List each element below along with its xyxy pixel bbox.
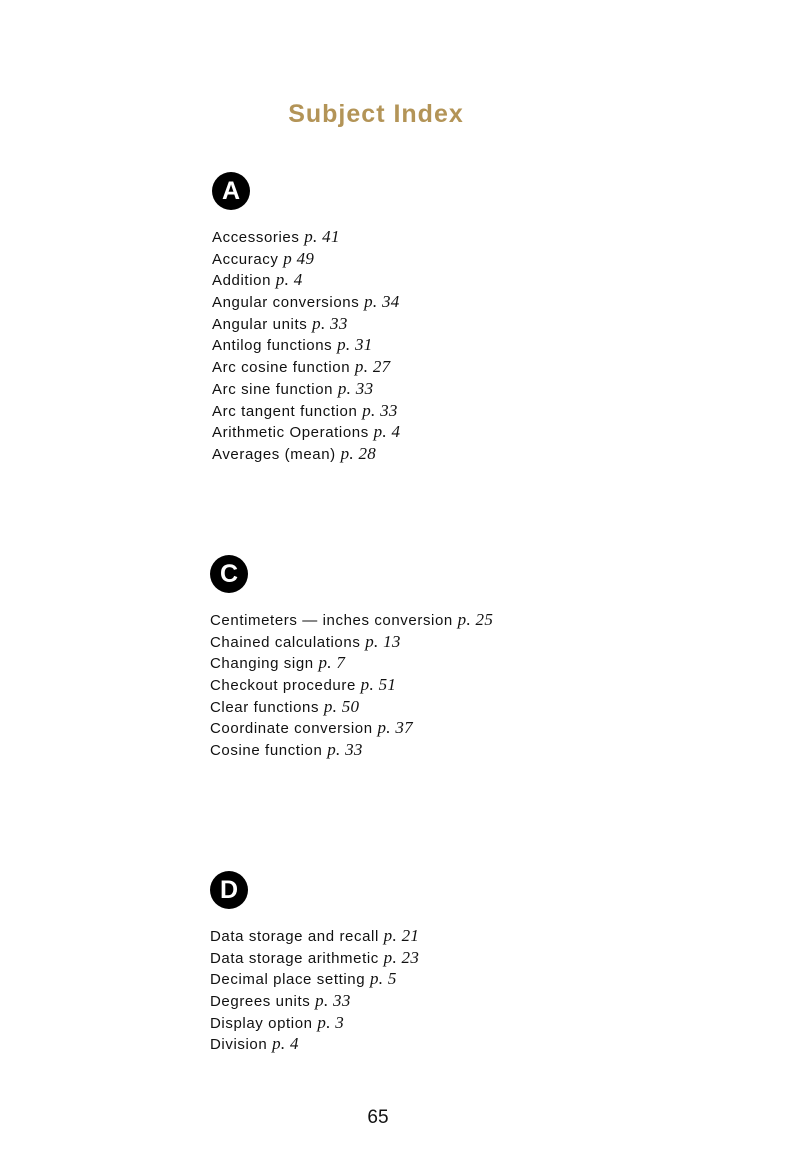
index-entry <box>212 313 400 335</box>
entry-term: Data storage arithmetic <box>210 949 379 967</box>
entry-page-ref: p. 51 <box>360 675 397 695</box>
entry-term: Division <box>210 1036 268 1054</box>
index-entry <box>210 968 419 990</box>
entry-term: Coordinate conversion <box>210 720 373 738</box>
entry-term: Averages (mean) <box>212 445 336 463</box>
index-entry <box>210 652 493 674</box>
entry-page-ref: p. 41 <box>304 227 340 246</box>
entry-term: Chained calculations <box>210 633 361 651</box>
index-entry <box>212 356 400 378</box>
entry-term: Accessories <box>212 229 300 246</box>
entry-list-c <box>210 609 493 761</box>
index-section-d <box>210 871 419 1055</box>
index-entry <box>210 696 493 718</box>
index-entry <box>210 925 419 947</box>
page-number: 65 <box>367 1107 389 1128</box>
entry-term: Clear functions <box>210 698 320 716</box>
entry-term: Addition <box>212 272 272 290</box>
index-entry <box>212 248 400 270</box>
index-entry <box>210 739 493 761</box>
index-section-c <box>210 555 493 761</box>
entry-page-ref: p. 33 <box>327 740 363 760</box>
entry-page-ref: p. 33 <box>362 400 398 420</box>
index-entry <box>212 400 400 422</box>
entry-page-ref: p. 4 <box>373 422 401 442</box>
index-entry <box>212 378 400 400</box>
index-entry <box>210 947 419 969</box>
entry-term: Decimal place setting <box>210 971 366 989</box>
entry-term: Accuracy <box>212 250 279 268</box>
entry-term: Cosine function <box>210 742 323 760</box>
entry-page-ref: p. 25 <box>457 610 494 629</box>
entry-term: Checkout procedure <box>210 677 356 695</box>
letter-badge-d: D <box>210 871 248 909</box>
entry-term: Angular conversions <box>212 294 360 312</box>
index-entry <box>210 1012 419 1034</box>
entry-page-ref: p. 34 <box>364 292 400 312</box>
entry-page-ref: p. 31 <box>337 335 373 355</box>
entry-term: Arc sine function <box>212 380 334 398</box>
entry-page-ref: p. 3 <box>317 1012 345 1032</box>
index-entry <box>210 609 493 631</box>
index-entry <box>210 990 419 1012</box>
entry-page-ref: p. 21 <box>383 926 420 945</box>
letter-badge-a: A <box>212 172 250 210</box>
letter-badge-c: C <box>210 555 248 593</box>
entry-term: Changing sign <box>210 655 314 673</box>
page-title: Subject Index <box>288 100 464 128</box>
entry-page-ref: p. 13 <box>365 631 401 651</box>
index-entry <box>210 631 493 653</box>
entry-page-ref: p. 7 <box>318 653 346 673</box>
entry-page-ref: p. 33 <box>315 991 351 1011</box>
entry-page-ref: p. 5 <box>369 969 397 989</box>
entry-term: Arithmetic Operations <box>212 424 369 442</box>
index-entry <box>210 717 493 739</box>
index-entry <box>212 334 400 356</box>
entry-page-ref: p. 28 <box>340 443 377 463</box>
entry-page-ref: p. 37 <box>377 718 413 738</box>
entry-list-d <box>210 925 419 1055</box>
index-entry <box>210 1033 419 1055</box>
index-entry <box>210 674 493 696</box>
entry-page-ref: p. 50 <box>323 696 360 716</box>
entry-term: Angular units <box>212 315 308 333</box>
entry-term: Arc cosine function <box>212 359 351 377</box>
entry-page-ref: p. 23 <box>383 947 420 967</box>
index-entry <box>212 421 400 443</box>
entry-page-ref: p. 33 <box>337 378 374 398</box>
entry-term: Display option <box>210 1014 313 1032</box>
entry-term: Antilog functions <box>212 337 333 355</box>
index-section-a <box>212 172 400 465</box>
index-entry <box>212 269 400 291</box>
entry-term: Data storage and recall <box>210 928 379 945</box>
entry-list-a <box>212 226 400 465</box>
entry-term: Arc tangent function <box>212 402 358 420</box>
index-entry <box>212 443 400 465</box>
entry-term: Centimeters — inches conversion <box>210 612 453 629</box>
entry-term: Degrees units <box>210 993 311 1011</box>
index-entry <box>212 291 400 313</box>
entry-page-ref: p 49 <box>283 248 315 268</box>
entry-page-ref: p. 4 <box>272 1034 299 1054</box>
index-entry <box>212 226 400 248</box>
entry-page-ref: p. 33 <box>312 313 348 333</box>
entry-page-ref: p. 27 <box>354 357 391 377</box>
entry-page-ref: p. 4 <box>275 270 303 290</box>
